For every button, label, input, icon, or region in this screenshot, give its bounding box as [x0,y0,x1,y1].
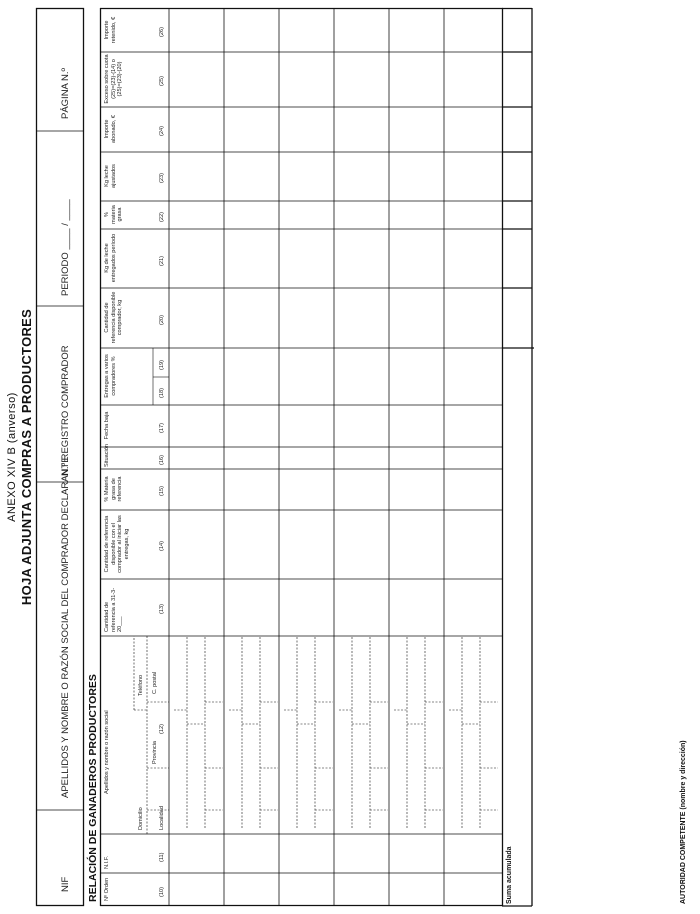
col-address-header: Domicilio [138,807,144,830]
col-17-header: Fecha baja [104,411,110,440]
col-number: (12) [159,724,165,734]
buyer-registry-header-label: N.º REGISTRO COMPRADOR [60,345,71,476]
col-number: (15) [159,486,165,496]
col-number: (19) [159,360,165,370]
col-25-header: Exceso sobre cuota (25)=(23)-(14) o (25)=(23)-(20) [104,54,124,104]
col-number: (17) [159,423,165,433]
col-20-header: Cantidad de referencia disponible comprador, kg [104,291,124,344]
col-14-header: Cantidad de referencia disponible con el comprador al iniciar las entregas, kg [104,515,130,573]
col-locality-header: Localidad [159,806,165,830]
col-postal-header: C. postal [152,671,158,694]
col-16-header: Situación [104,443,110,467]
period-header-label: PERIODO ____ / ____ [60,199,71,296]
col-22-header: % materia grasa [104,205,124,224]
col-18-19-header: Entregas a varios compradores % [104,354,117,398]
col-order-header: Nº Orden [104,877,110,901]
col-number: (11) [159,852,165,862]
col-number: (10) [159,887,165,897]
col-number: (22) [159,212,165,222]
col-number: (14) [159,541,165,551]
col-23-header: Kg leche ajustados [104,164,117,188]
producers-section-title: RELACIÓN DE GANADEROS PRODUCTORES [87,674,99,902]
col-number: (20) [159,315,165,325]
col-phone-header: Teléfono [138,674,144,696]
col-21-header: Kg de leche entregados período [104,233,117,283]
col-number: (13) [159,604,165,614]
col-number: (26) [159,27,165,37]
col-number: (23) [159,173,165,183]
col-name-header: Apellidos y nombre o razón social [104,710,110,794]
col-24-header: Importe abonado, € [104,115,117,143]
col-26-header: Importe retenido, € [104,16,117,44]
buyer-name-header-label: APELLIDOS Y NOMBRE O RAZÓN SOCIAL DEL COMPRADOR DECLARANTE [60,456,71,798]
col-number: (24) [159,126,165,136]
col-province-header: Provincia [152,740,158,764]
nif-header-label: NIF [60,876,71,892]
form-title: HOJA ADJUNTA COMPRAS A PRODUCTORES [19,308,34,606]
page-number-header-label: PÁGINA N.º [60,68,71,119]
col-number: (21) [159,256,165,266]
col-nif-header: N.I.F. [104,855,110,869]
col-number: (16) [159,455,165,465]
col-15-header: % Materia grasa de referencia [104,476,124,502]
competent-authority-label: AUTORIDAD COMPETENTE (nombre y dirección) [680,740,687,904]
col-number: (18) [159,388,165,398]
annex-label: ANEXO XIV B (anverso) [6,392,18,522]
col-13-header: Cantidad de referencia a 31-3-20___ [104,587,124,632]
col-number: (25) [159,76,165,86]
cumulative-sum-label: Suma acumulada [506,846,513,904]
